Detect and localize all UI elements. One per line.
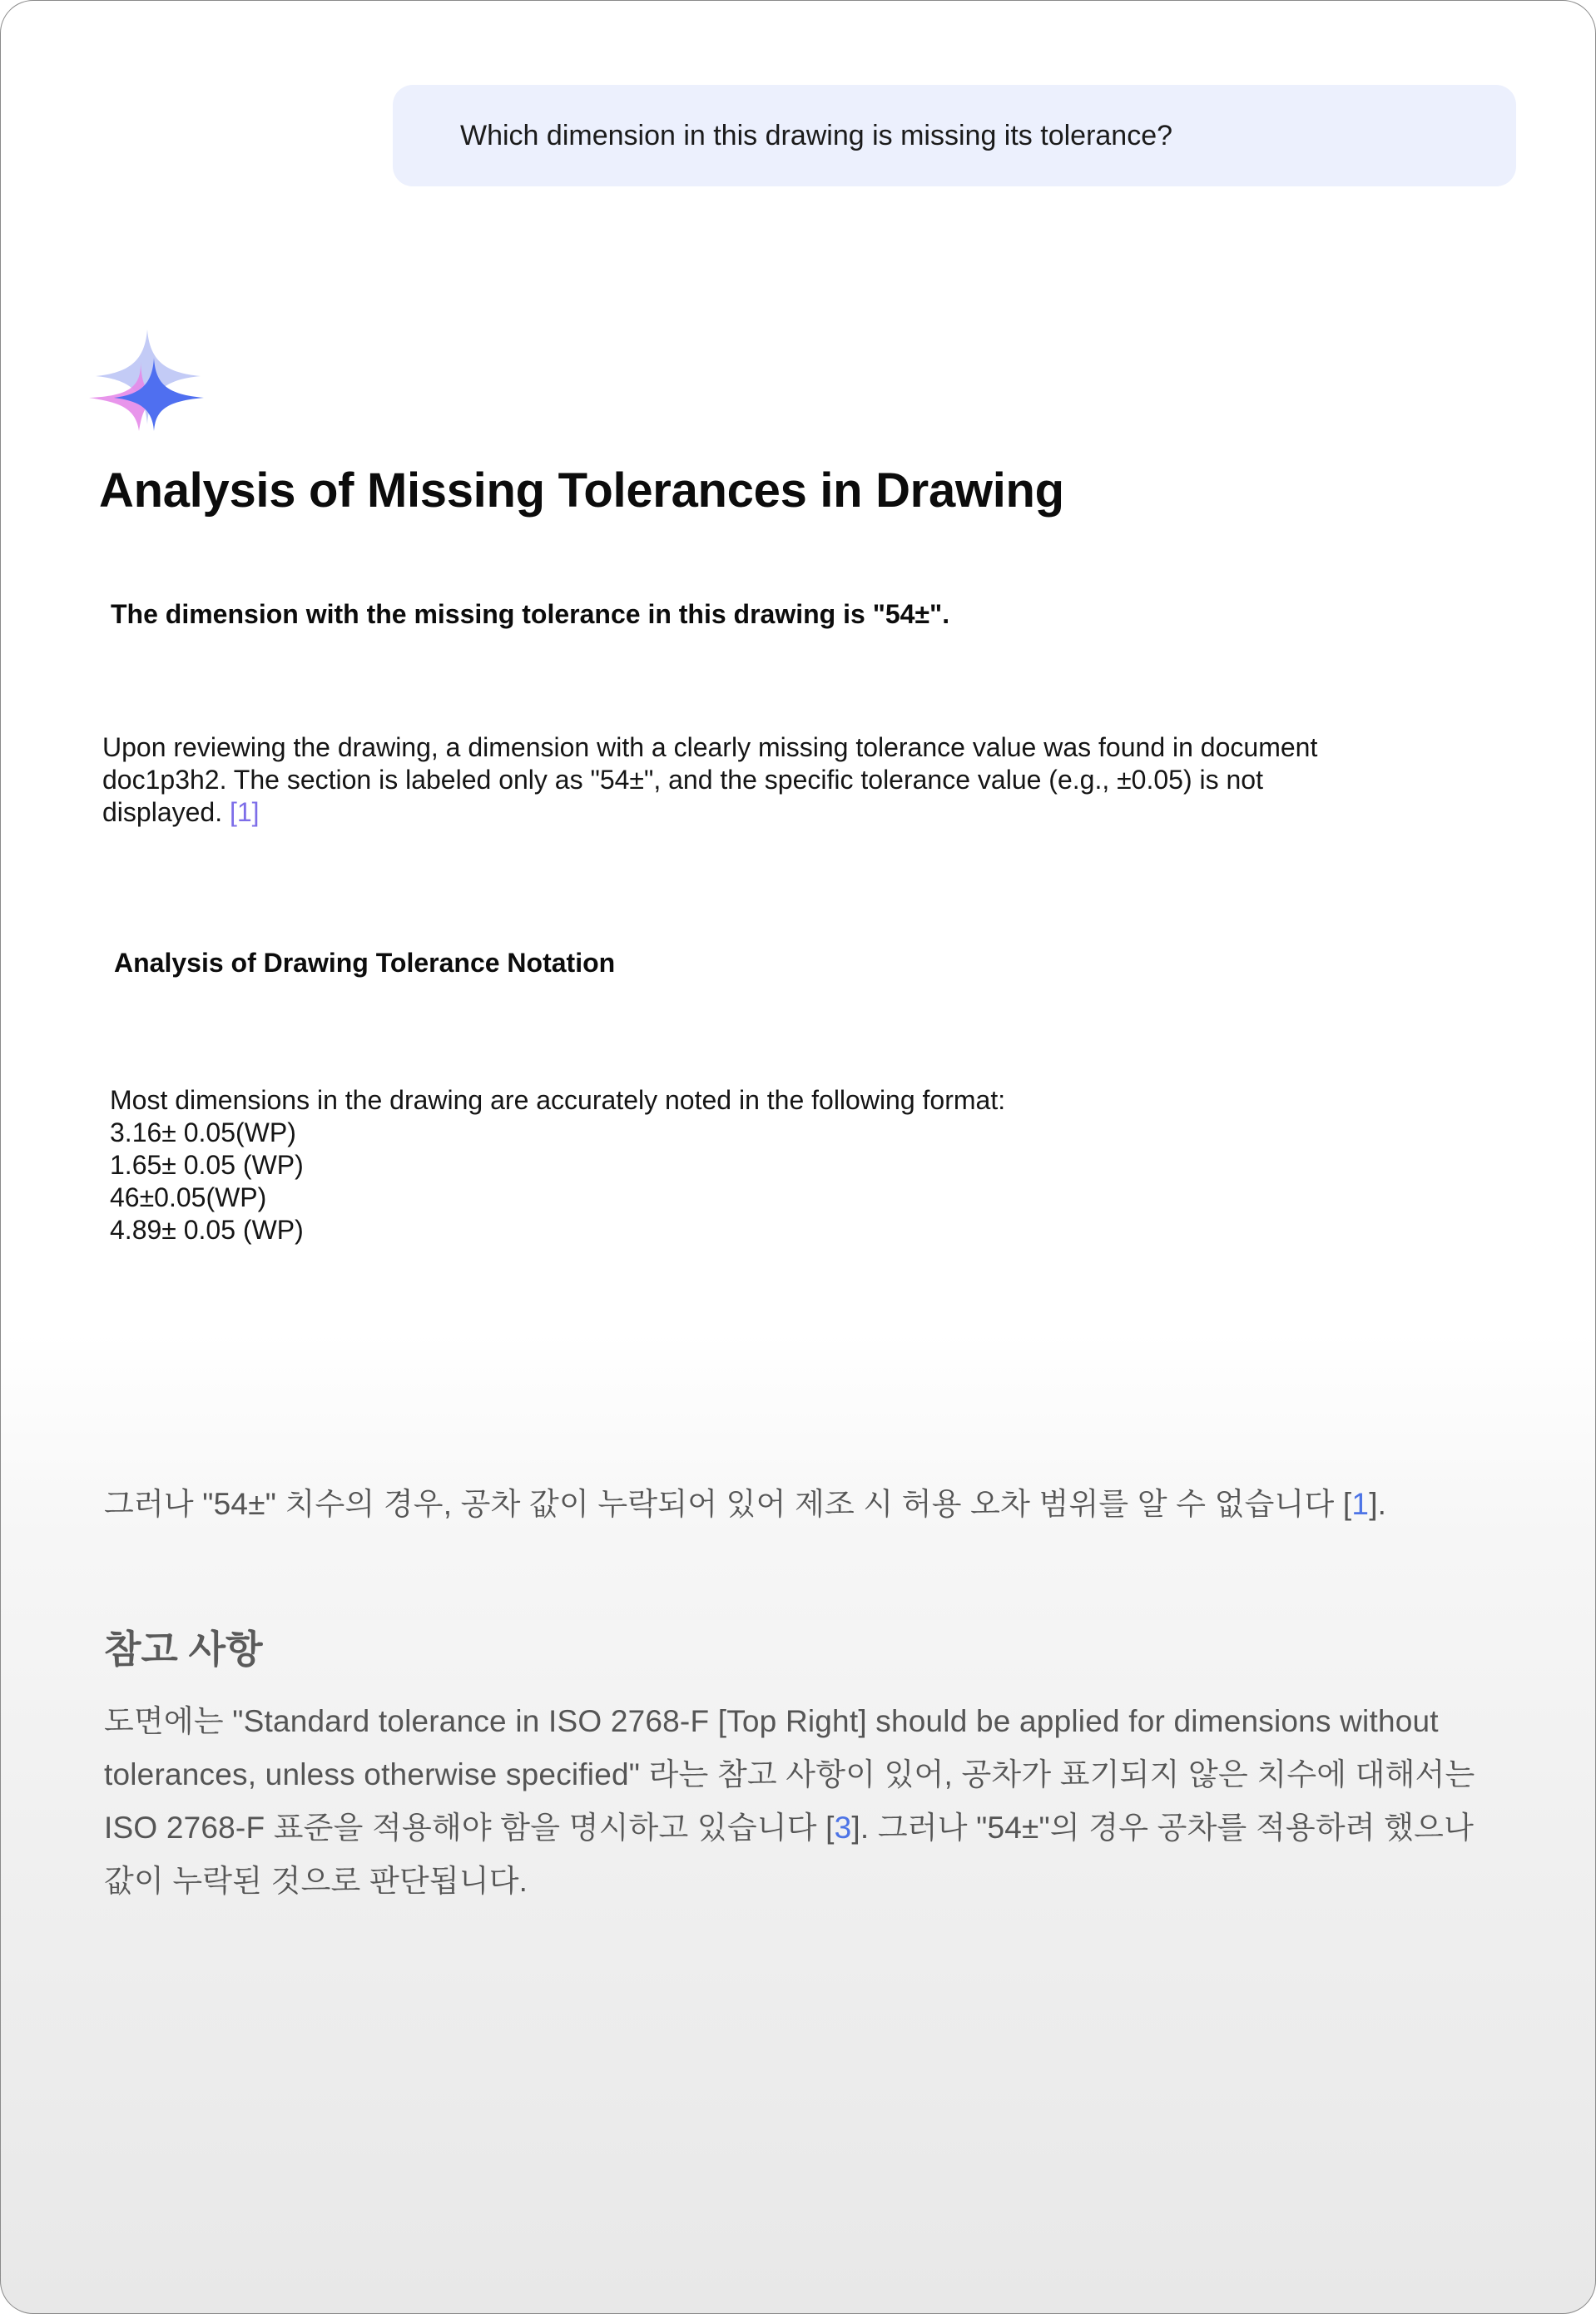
answer-lead: The dimension with the missing tolerance in this drawing is "54±".: [111, 599, 950, 629]
answer-paragraph: [102, 731, 1367, 829]
korean-note: [104, 1695, 1502, 1908]
korean-note-text: 도면에는 "Standard tolerance in ISO 2768-F [Top Right] should be applied for dimensions without tolerances, unless otherwise specified" 라는 참고 사항이 있어, 공차가 표기되지 않은 치수에 대해서는 ISO 2768-F 표준을 적용해야 함을 명시하고 있습니다 [: [104, 1704, 1475, 1845]
paragraph-text: Upon reviewing the drawing, a dimension with a clearly missing tolerance value was found in document doc1p3h2. The section is labeled only as "54±", and the specific tolerance value (e.g., ±0.05) is not displayed.: [102, 732, 1318, 827]
list-intro: Most dimensions in the drawing are accurately noted in the following format:: [110, 1085, 1006, 1115]
list-item: 46±0.05(WP): [110, 1182, 267, 1212]
korean-heading: 참고 사항: [104, 1628, 263, 1671]
korean-paragraph-text: 그러나 "54±" 치수의 경우, 공차 값이 누락되어 있어 제조 시 허용 오차 범위를 알 수 없습니다 [: [104, 1487, 1352, 1521]
citation-link[interactable]: [1]: [229, 797, 260, 827]
answer-title: Analysis of Missing Tolerances in Drawing: [99, 463, 1064, 518]
user-message-bubble: [393, 85, 1516, 186]
korean-paragraph-end: ].: [1369, 1487, 1387, 1521]
citation-link[interactable]: 3: [834, 1811, 852, 1845]
citation-link[interactable]: 1: [1351, 1487, 1370, 1521]
list-item: 1.65± 0.05 (WP): [110, 1150, 304, 1180]
korean-paragraph: [104, 1479, 1386, 1524]
user-message-text: Which dimension in this drawing is missing its tolerance?: [460, 119, 1173, 151]
korean-note-end: ]. 그러나 "54±"의 경우 공차를 적용하려 했으나 값이 누락된 것으로 판단됩니다.: [104, 1811, 1475, 1898]
section-heading: Analysis of Drawing Tolerance Notation: [114, 948, 616, 978]
sparkle-icon: [89, 328, 207, 432]
list-item: 4.89± 0.05 (WP): [110, 1215, 304, 1245]
tolerance-list: [110, 1084, 1005, 1246]
list-item: 3.16± 0.05(WP): [110, 1117, 296, 1147]
